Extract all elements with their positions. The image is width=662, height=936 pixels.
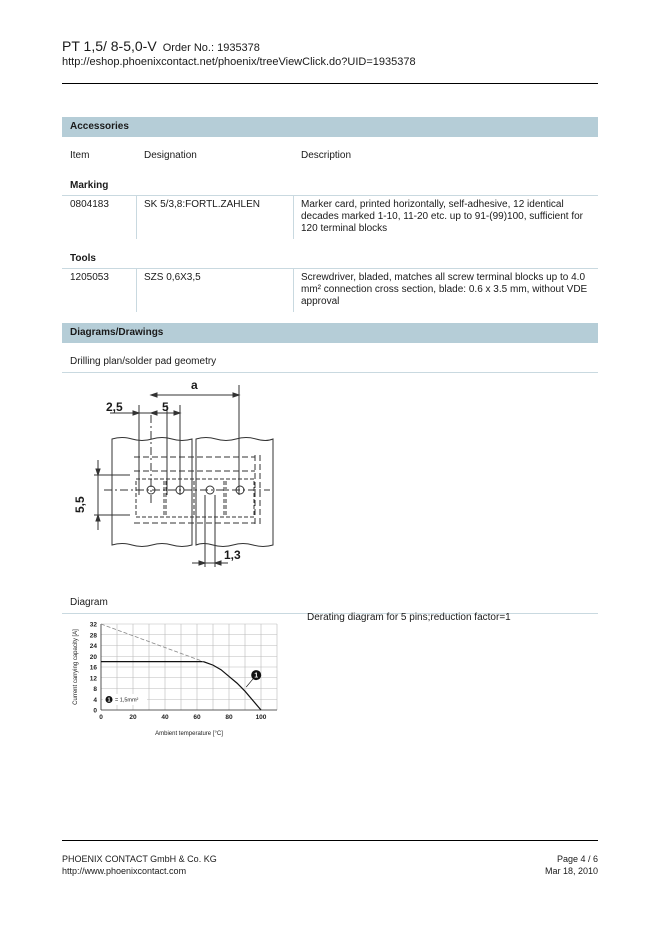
dimension-label-2-5: 2,5 [106,400,123,414]
dimension-label-5: 5 [162,400,169,414]
column-divider [293,195,294,239]
column-header-designation: Designation [144,150,197,161]
y-tick-label: 0 [93,707,97,715]
footer-date: Mar 18, 2010 [544,866,598,876]
description-line: Marker card, printed horizontally, self-adhesive, 12 identical [301,199,564,210]
y-tick-label: 4 [93,696,97,704]
dimension-label-a: a [191,378,198,392]
column-header-item: Item [70,150,90,161]
y-tick-label: 16 [89,664,97,672]
product-url[interactable]: http://eshop.phoenixcontact.net/phoenix/treeViewClick.do?UID=1935378 [62,56,416,68]
x-tick-label: 0 [99,714,103,721]
x-tick-label: 100 [255,714,267,721]
footer-divider [62,840,598,841]
annotation-marker-label: 1 [254,672,259,680]
footer-website[interactable]: http://www.phoenixcontact.com [62,866,187,876]
footer-company: PHOENIX CONTACT GmbH & Co. KG [62,854,217,864]
y-tick-label: 28 [89,632,97,640]
designation: SZS 0,6X3,5 [144,272,201,283]
group-label-tools: Tools [70,253,96,264]
legend-marker-label: 1 [107,697,111,704]
description [301,199,583,235]
x-axis-title: Ambient temperature [°C] [155,731,223,737]
row-divider [62,372,598,373]
description-line: approval [301,296,340,307]
dimension-label-1-3: 1,3 [224,548,241,562]
derating-chart [68,616,288,740]
description-line: mm² connection cross section, blade: 0.6 x 3.5 mm, without VDE [301,284,588,295]
y-tick-label: 32 [89,621,97,629]
document-title [62,38,260,54]
designation: SK 5/3,8:FORTL.ZAHLEN [144,199,260,210]
x-tick-label: 80 [225,714,233,721]
footer-page-number: Page 4 / 6 [556,854,598,864]
order-number: Order No.: 1935378 [162,42,260,54]
drilling-plan-drawing [70,375,280,575]
item-number: 0804183 [70,199,109,210]
item-number: 1205053 [70,272,109,283]
group-label-marking: Marking [70,180,109,191]
row-divider [62,195,598,196]
x-tick-label: 40 [161,714,169,721]
column-divider [293,268,294,312]
row-divider [62,268,598,269]
y-tick-label: 8 [93,686,97,693]
description-line: decades marked 1-10, 11-20 etc. up to 91-(99)100, sufficient for [301,211,584,222]
legend-text: = 1,5mm² [115,697,139,704]
product-name: PT 1,5/ 8-5,0-V [62,38,157,54]
x-tick-label: 60 [193,714,201,721]
column-divider [136,195,137,239]
description [301,272,587,308]
header-divider [62,83,598,84]
column-header-description: Description [301,150,352,161]
column-divider [136,268,137,312]
y-axis-title: Current carrying capacity [A] [73,629,79,705]
description-line: Screwdriver, bladed, matches all screw terminal blocks up to 4.0 [301,272,586,283]
accessories-heading: Accessories [62,117,598,137]
y-tick-label: 12 [89,675,97,683]
x-tick-label: 20 [129,714,137,721]
diagram-caption: Derating diagram for 5 pins;reduction factor=1 [307,612,511,623]
drilling-plan-label: Drilling plan/solder pad geometry [70,356,217,367]
y-tick-label: 20 [89,653,97,661]
diagrams-heading: Diagrams/Drawings [62,323,598,343]
dimension-label-5-5: 5,5 [73,496,87,513]
diagram-label: Diagram [70,597,108,608]
y-tick-label: 24 [89,643,97,650]
description-line: 120 terminal blocks [301,223,388,234]
